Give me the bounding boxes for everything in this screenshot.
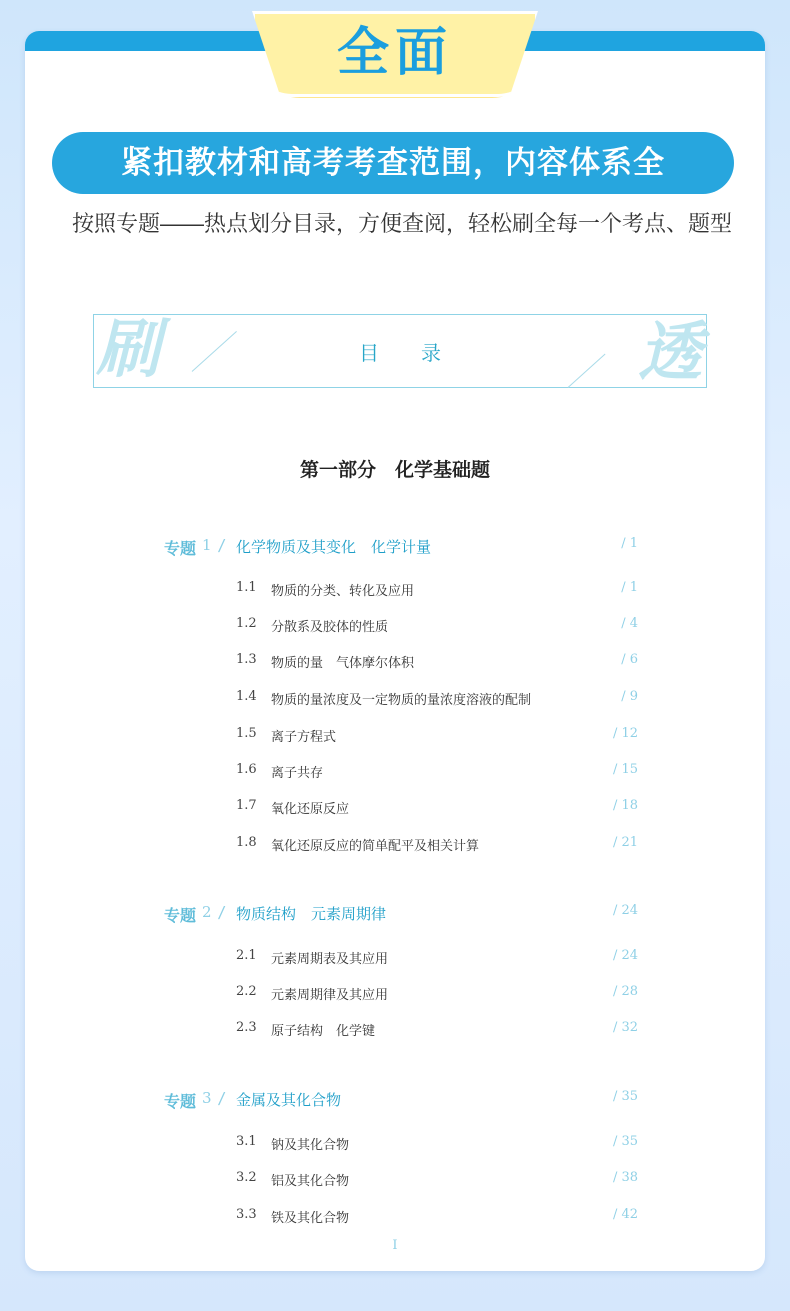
toc-item[interactable] <box>236 948 638 968</box>
toc-item[interactable] <box>236 1207 638 1227</box>
item-name: 分散系及胶体的性质 <box>271 620 389 635</box>
item-number: 2.3 <box>236 1020 257 1035</box>
toc-item[interactable] <box>236 580 638 600</box>
item-name: 物质的量浓度及一定物质的量浓度溶液的配制 <box>271 693 532 708</box>
item-page: / 1 <box>621 580 638 595</box>
slash-divider: / <box>217 1089 226 1109</box>
item-page: / 32 <box>612 1020 638 1035</box>
topic-label: 专题 <box>164 908 197 925</box>
item-number: 2.2 <box>236 984 257 999</box>
topic-name: 化学物质及其变化 化学计量 <box>236 539 432 556</box>
toc-item[interactable] <box>236 835 638 855</box>
item-page: / 38 <box>612 1170 638 1185</box>
topic-label: 专题 <box>164 1094 197 1111</box>
toc-item[interactable] <box>236 762 638 782</box>
item-number: 1.6 <box>236 762 257 777</box>
toc-item[interactable] <box>236 726 638 746</box>
topic-label: 专题 <box>164 541 197 558</box>
topic-number: 2 <box>202 903 212 921</box>
toc-header-box <box>93 314 707 388</box>
item-name: 铝及其化合物 <box>271 1174 350 1189</box>
item-number: 3.2 <box>236 1170 257 1185</box>
toc-item[interactable] <box>236 798 638 818</box>
item-name: 氧化还原反应 <box>271 802 350 817</box>
item-number: 1.7 <box>236 798 257 813</box>
toc-item[interactable] <box>236 1020 638 1040</box>
item-number: 3.3 <box>236 1207 257 1222</box>
item-name: 铁及其化合物 <box>271 1211 350 1226</box>
toc-item[interactable] <box>236 652 638 672</box>
topic-page: / 24 <box>612 903 638 918</box>
item-name: 元素周期律及其应用 <box>271 988 389 1003</box>
topic-name: 金属及其化合物 <box>236 1092 342 1109</box>
item-number: 1.2 <box>236 616 257 631</box>
item-page: / 12 <box>612 726 638 741</box>
topic-number: 3 <box>202 1089 212 1107</box>
item-page: / 28 <box>612 984 638 999</box>
page-title: 全面 <box>336 24 453 82</box>
item-number: 1.1 <box>236 580 257 595</box>
item-page: / 21 <box>612 835 638 850</box>
item-number: 1.8 <box>236 835 257 850</box>
item-name: 氧化还原反应的简单配平及相关计算 <box>271 839 480 854</box>
item-name: 元素周期表及其应用 <box>271 952 389 967</box>
topic-page: / 35 <box>612 1089 638 1104</box>
brush-char-left: 刷 <box>96 312 160 387</box>
topic-number: 1 <box>202 536 212 554</box>
item-number: 2.1 <box>236 948 257 963</box>
part-title: 第一部分 化学基础题 <box>299 459 490 481</box>
item-page: / 18 <box>612 798 638 813</box>
toc-item[interactable] <box>236 1134 638 1154</box>
item-name: 离子方程式 <box>271 730 337 745</box>
item-name: 物质的量 气体摩尔体积 <box>271 656 415 671</box>
item-page: / 24 <box>612 948 638 963</box>
item-page: / 4 <box>621 616 638 631</box>
toc-topic-1[interactable] <box>164 536 638 560</box>
topic-page: / 1 <box>621 536 638 551</box>
item-number: 1.4 <box>236 689 257 704</box>
toc-topic-3[interactable] <box>164 1089 638 1113</box>
toc-title: 目录 <box>359 343 483 365</box>
toc-item[interactable] <box>236 689 638 709</box>
feature-description: 按照专题——热点划分目录，方便查阅，轻松刷全每一个考点、题型 <box>72 211 733 236</box>
item-name: 物质的分类、转化及应用 <box>271 584 415 599</box>
slash-divider: / <box>217 536 226 556</box>
item-page: / 15 <box>612 762 638 777</box>
item-name: 离子共存 <box>271 766 324 781</box>
page-number: I <box>392 1238 398 1253</box>
toc-item[interactable] <box>236 984 638 1004</box>
item-number: 3.1 <box>236 1134 257 1149</box>
item-page: / 9 <box>621 689 638 704</box>
item-number: 1.3 <box>236 652 257 667</box>
item-page: / 42 <box>612 1207 638 1222</box>
toc-item[interactable] <box>236 1170 638 1190</box>
item-name: 原子结构 化学键 <box>271 1024 376 1039</box>
topic-name: 物质结构 元素周期律 <box>236 906 387 923</box>
item-name: 钠及其化合物 <box>271 1138 350 1153</box>
toc-topic-2[interactable] <box>164 903 638 927</box>
item-page: / 6 <box>621 652 638 667</box>
item-page: / 35 <box>612 1134 638 1149</box>
slash-divider: / <box>217 903 226 923</box>
toc-item[interactable] <box>236 616 638 636</box>
item-number: 1.5 <box>236 726 257 741</box>
brush-char-right: 透 <box>638 315 702 390</box>
feature-banner: 紧扣教材和高考考查范围，内容体系全 <box>52 132 734 194</box>
